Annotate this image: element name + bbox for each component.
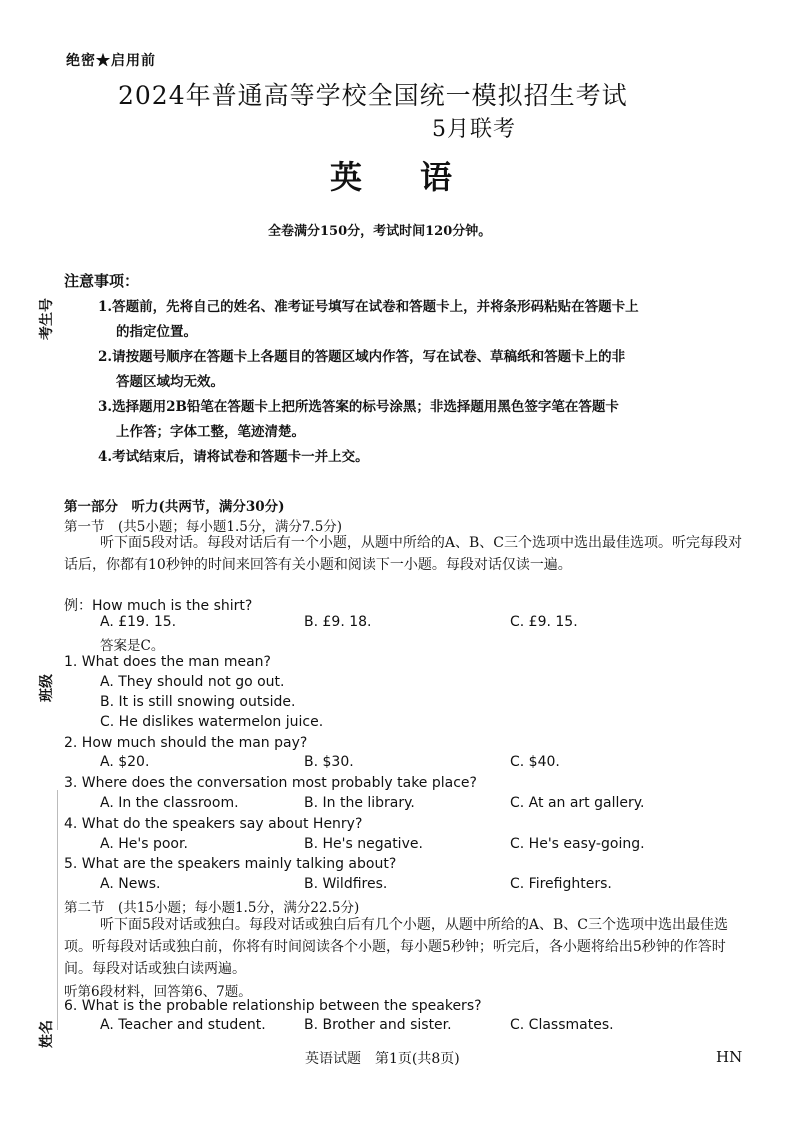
example-question: 例：How much is the shirt? <box>64 598 253 614</box>
q2-option-a: A. $20. <box>100 754 150 770</box>
binding-line <box>57 790 58 1030</box>
q5-option-a: A. News. <box>100 876 161 892</box>
region-code: HN <box>716 1048 743 1066</box>
q1-option-b: B. It is still snowing outside. <box>100 694 296 710</box>
q2-option-b: B. $30. <box>304 754 354 770</box>
example-option-b: B. £9. 18. <box>304 614 372 630</box>
q5-option-c: C. Firefighters. <box>510 876 612 892</box>
side-label-exam-no: 考生号 <box>39 298 55 340</box>
section1-title: 第一节 (共5小题；每小题1.5分，满分7.5分) <box>64 519 343 535</box>
q3-option-b: B. In the library. <box>304 795 415 811</box>
page-footer: 英语试题 第1页(共8页) <box>305 1051 460 1067</box>
example-option-a: A. £19. 15. <box>100 614 177 630</box>
notice-title: 注意事项： <box>64 272 140 290</box>
section2-title: 第二节 (共15小题；每小题1.5分，满分22.5分) <box>64 900 360 916</box>
score-note: 全卷满分150分，考试时间120分钟。 <box>268 224 492 239</box>
exam-subtitle: 5月联考 <box>432 117 516 142</box>
section1-instructions: 听下面5段对话。每段对话后有一个小题，从题中所给的A、B、C三个选项中选出最佳选项。听完每段对话后，你都有10秒钟的时间来回答有关小题和阅读下一小题。每段对话仅读一遍。 <box>64 535 743 573</box>
example-answer: 答案是C。 <box>100 638 165 654</box>
question-6: 6. What is the probable relationship between the speakers? <box>64 998 482 1014</box>
q4-option-a: A. He's poor. <box>100 836 188 852</box>
question-2: 2. How much should the man pay? <box>64 735 308 751</box>
exam-title: 2024年普通高等学校全国统一模拟招生考试 <box>118 81 628 110</box>
q4-option-b: B. He's negative. <box>304 836 423 852</box>
q6-option-b: B. Brother and sister. <box>304 1017 452 1033</box>
part1-title: 第一部分 听力(共两节，满分30分) <box>64 499 285 515</box>
question-1: 1. What does the man mean? <box>64 654 271 670</box>
section2-instructions: 听下面5段对话或独白。每段对话或独白后有几个小题，从题中所给的A、B、C三个选项中选出最佳选项。听每段对话或独白前，你将有时间阅读各个小题，每小题5秒钟；听完后，各小题将给出5秒钟的作答时间。每段对话或独白读两遍。 <box>64 917 729 977</box>
question-4: 4. What do the speakers say about Henry? <box>64 816 363 832</box>
q2-option-c: C. $40. <box>510 754 560 770</box>
q1-option-a: A. They should not go out. <box>100 674 285 690</box>
q6-option-a: A. Teacher and student. <box>100 1017 266 1033</box>
notice-line: 上作答；字体工整，笔迹清楚。 <box>116 424 305 440</box>
q4-option-c: C. He's easy-going. <box>510 836 645 852</box>
q1-option-c: C. He dislikes watermelon juice. <box>100 714 324 730</box>
question-3: 3. Where does the conversation most probably take place? <box>64 775 477 791</box>
question-5: 5. What are the speakers mainly talking about? <box>64 856 397 872</box>
q3-option-a: A. In the classroom. <box>100 795 239 811</box>
notice-line: 3.选择题用2B铅笔在答题卡上把所选答案的标号涂黑；非选择题用黑色签字笔在答题卡 <box>98 399 619 415</box>
example-option-c: C. £9. 15. <box>510 614 578 630</box>
material-6-note: 听第6段材料，回答第6、7题。 <box>64 984 252 1000</box>
side-label-name: 姓名 <box>39 1020 55 1048</box>
notice-line: 1.答题前，先将自己的姓名、准考证号填写在试卷和答题卡上，并将条形码粘贴在答题卡上 <box>98 299 639 315</box>
q3-option-c: C. At an art gallery. <box>510 795 645 811</box>
notice-line: 2.请按题号顺序在答题卡上各题目的答题区域内作答，写在试卷、草稿纸和答题卡上的非 <box>98 349 626 365</box>
notice-line: 的指定位置。 <box>116 324 197 340</box>
q5-option-b: B. Wildfires. <box>304 876 388 892</box>
side-label-class: 班级 <box>39 674 55 702</box>
q6-option-c: C. Classmates. <box>510 1017 614 1033</box>
confidential-label: 绝密★启用前 <box>66 53 156 69</box>
notice-line: 4.考试结束后，请将试卷和答题卡一并上交。 <box>98 449 369 465</box>
notice-line: 答题区域均无效。 <box>116 374 224 390</box>
subject-title: 英语 <box>330 158 511 196</box>
